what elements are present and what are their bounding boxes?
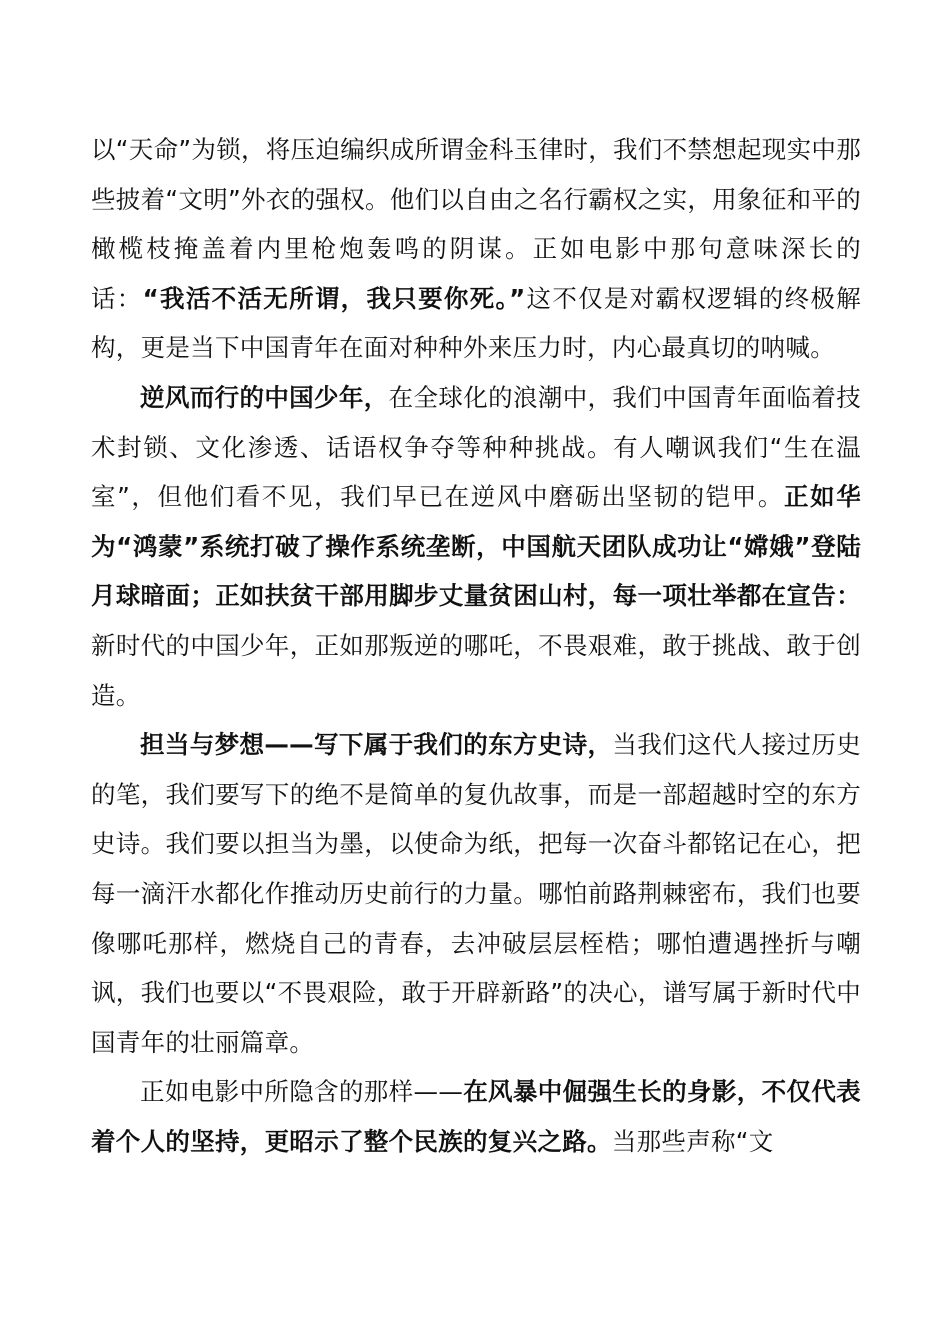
paragraph-2	[91, 373, 861, 720]
paragraph-4-segment-1: 正如电影中所隐含的那样——	[140, 1077, 464, 1107]
paragraph-4-highlight: 在风暴中倔强生长的身影，不仅代表着个人的坚持，更昭示了整个民族的复兴之路。	[91, 1077, 861, 1156]
paragraph-2-heading: 逆风而行的中国少年，	[140, 382, 389, 412]
paragraph-3-segment-2: 当我们这代人接过历史的笔，我们要写下的绝不是简单的复仇故事，而是一部超越时空的东方史诗。我们要以担当为墨，以使命为纸，把每一次奋斗都铭记在心，把每一滴汗水都化作推动历史前行的力量。哪怕前路荆棘密布，我们也要像哪吒那样，燃烧自己的青春，去冲破层层桎梏；哪怕遭遇挫折与嘲讽，我们也要以“不畏艰险，敢于开辟新路”的决心，谱写属于新时代中国青年的壮丽篇章。	[91, 730, 862, 1057]
paragraph-3	[91, 720, 861, 1067]
document-body	[91, 125, 861, 1166]
paragraph-1-segment-1: 以“天命”为锁，将压迫编织成所谓金科玉律时，我们不禁想起现实中那些披着“文明”外衣的强权。他们以自由之名行霸权之实，用象征和平的橄榄枝掩盖着内里枪炮轰鸣的阴谋。正如电影中那句意味深长的话：	[91, 135, 861, 313]
paragraph-1	[91, 125, 861, 373]
paragraph-1-quote: “我活不活无所谓，我只要你死。”	[142, 283, 526, 313]
paragraph-2-segment-4: 新时代的中国少年，正如那叛逆的哪吒，不畏艰难，敢于挑战、敢于创造。	[91, 630, 861, 710]
paragraph-3-heading: 担当与梦想——写下属于我们的东方史诗，	[140, 730, 613, 760]
paragraph-4-segment-3: 当那些声称“文	[611, 1126, 774, 1156]
paragraph-4	[91, 1067, 861, 1166]
paragraph-1-segment-3: 这不仅是对霸权逻辑的终极解构，更是当下中国青年在面对种种外来压力时，内心最真切的呐喊。	[91, 283, 861, 363]
paragraph-2-segment-2: 在全球化的浪潮中，我们中国青年面临着技术封锁、文化渗透、话语权争夺等种种挑战。有人嘲讽我们“生在温室”，但他们看不见，我们早已在逆风中磨砺出坚韧的铠甲。	[91, 382, 861, 512]
paragraph-2-highlight: 正如华为“鸿蒙”系统打破了操作系统垄断，中国航天团队成功让“嫦娥”登陆月球暗面；正如扶贫干部用脚步丈量贫困山村，每一项壮举都在宣告：	[91, 482, 861, 611]
